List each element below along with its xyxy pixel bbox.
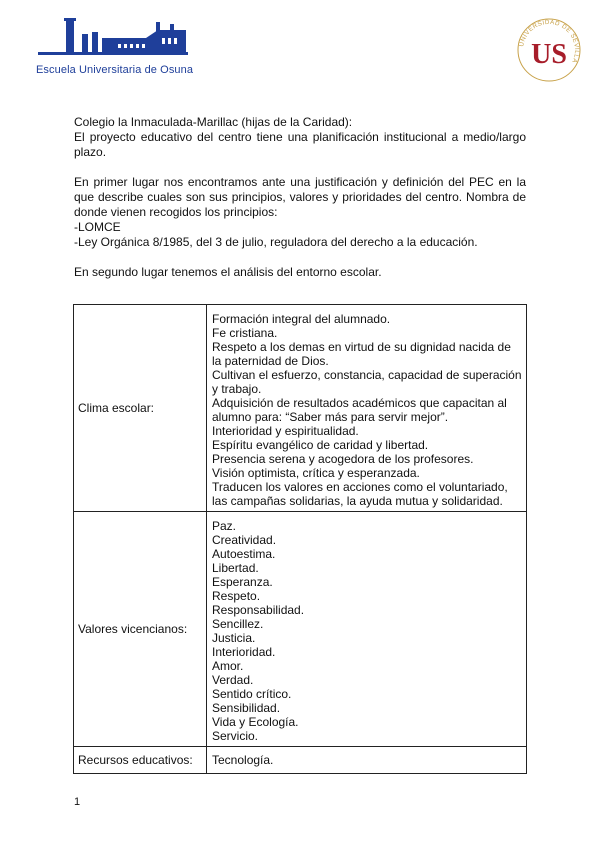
table-row [74, 747, 527, 774]
list-item: Cultivan el esfuerzo, constancia, capacidad de superación y trabajo. [212, 368, 522, 396]
list-item: Adquisición de resultados académicos que capacitan al alumno para: “Saber más para servir mejor”. [212, 396, 507, 424]
list-item: Vida y Ecología. [212, 715, 299, 729]
osuna-building-icon [36, 14, 196, 62]
justification-paragraph: En primer lugar nos encontramos ante una justificación y definición del PEC en la que describe cuales son sus principios, valores y prioridades del centro. Nombra de donde vienen recogidos los principios: [74, 175, 526, 219]
row-content-recursos [207, 747, 527, 774]
row-content-clima [207, 305, 527, 512]
list-item: Respeto a los demas en virtud de su dignidad nacida de la paternidad de Dios. [212, 340, 511, 368]
osuna-logo-text: Escuela Universitaria de Osuna [36, 64, 194, 76]
list-item: Interioridad y espiritualidad. [212, 424, 359, 438]
list-item: Sentido crítico. [212, 687, 292, 701]
law-item-lomce: -LOMCE [74, 220, 121, 234]
page-number: 1 [74, 796, 81, 808]
list-item: Espíritu evangélico de caridad y libertad. [212, 438, 429, 452]
list-item: Servicio. [212, 729, 259, 743]
list-item: Verdad. [212, 673, 254, 687]
list-item: Traducen los valores en acciones como el voluntariado, las campañas solidarias, la ayuda mutua y solidaridad. [212, 480, 508, 508]
sevilla-seal [516, 17, 582, 83]
list-item: Presencia serena y acogedora de los profesores. [212, 452, 474, 466]
list-item: Creatividad. [212, 533, 277, 547]
document-body [74, 115, 526, 280]
list-item: Formación integral del alumnado. [212, 312, 391, 326]
list-item: Fe cristiana. [212, 326, 278, 340]
list-item: Sensibilidad. [212, 701, 281, 715]
list-item: Interioridad. [212, 645, 276, 659]
list-item: Responsabilidad. [212, 603, 305, 617]
list-item: Libertad. [212, 561, 259, 575]
table-row [74, 305, 527, 512]
list-item: Paz. [212, 519, 237, 533]
list-item: Justicia. [212, 631, 256, 645]
table-row [74, 512, 527, 747]
law-item-loe-8-1985: -Ley Orgánica 8/1985, del 3 de julio, reguladora del derecho a la educación. [74, 235, 478, 249]
list-item: Visión optimista, crítica y esperanzada. [212, 466, 420, 480]
row-label-valores: Valores vicencianos: [74, 512, 207, 747]
list-item: Sencillez. [212, 617, 264, 631]
list-item: Esperanza. [212, 575, 273, 589]
list-item: Autoestima. [212, 547, 276, 561]
list-item: Amor. [212, 659, 244, 673]
seal-ring-text: UNIVERSIDAD DE SEVILLA [518, 18, 581, 65]
seal-monogram: US [531, 39, 567, 70]
list-item: Tecnología. [212, 753, 274, 767]
environment-paragraph: En segundo lugar tenemos el análisis del entorno escolar. [74, 265, 382, 279]
pec-table [73, 304, 527, 774]
list-item: Respeto. [212, 589, 261, 603]
row-label-recursos: Recursos educativos: [74, 747, 207, 774]
row-content-valores [207, 512, 527, 747]
intro-line: Colegio la Inmaculada-Marillac (hijas de la Caridad): [74, 115, 353, 129]
intro-paragraph: El proyecto educativo del centro tiene una planificación institucional a medio/largo plazo. [74, 130, 526, 159]
university-seal-icon [516, 17, 582, 83]
row-label-clima: Clima escolar: [74, 305, 207, 512]
osuna-logo [36, 14, 206, 80]
